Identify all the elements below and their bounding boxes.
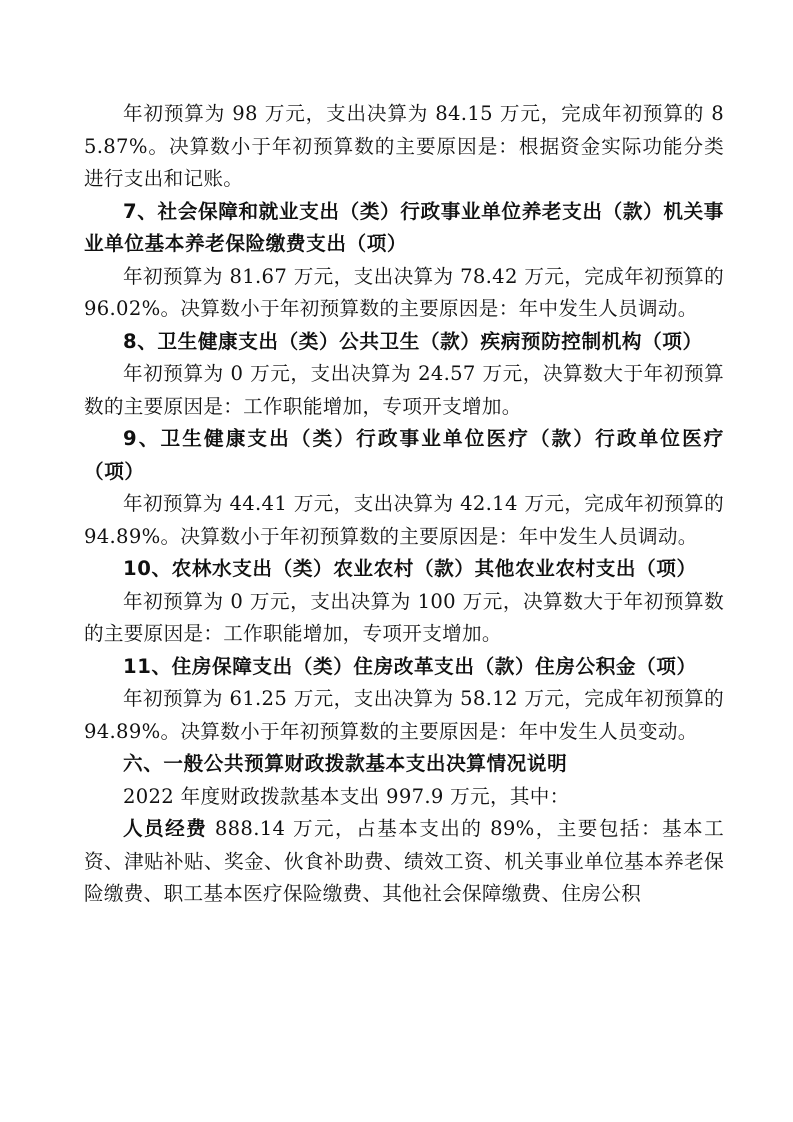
paragraph-budget-44-41: 年初预算为 44.41 万元，支出决算为 42.14 万元，完成年初预算的 94.89%。决算数小于年初预算数的主要原因是：年中发生人员调动。 <box>84 492 724 548</box>
paragraph-budget-98: 年初预算为 98 万元，支出决算为 84.15 万元，完成年初预算的 85.87%。决算数小于年初预算数的主要原因是：根据资金实际功能分类进行支出和记账。 <box>84 102 724 190</box>
paragraph-budget-0-disease-control: 年初预算为 0 万元，支出决算为 24.57 万元，决算数大于年初预算数的主要原因是：工作职能增加，专项开支增加。 <box>84 362 724 418</box>
paragraph-basic-expenditure-total: 2022 年度财政拨款基本支出 997.9 万元，其中： <box>123 784 570 808</box>
paragraph-budget-0-agriculture: 年初预算为 0 万元，支出决算为 100 万元，决算数大于年初预算数的主要原因是：工作职能增加，专项开支增加。 <box>84 589 724 645</box>
personnel-expenses-text: 888.14 万元，占基本支出的 89%，主要包括：基本工资、津贴补贴、奖金、伙食补助费、绩效工资、机关事业单位基本养老保险缴费、职工基本医疗保险缴费、其他社会保障缴费、住房公积 <box>84 817 725 905</box>
paragraph-budget-61-25: 年初预算为 61.25 万元，支出决算为 58.12 万元，完成年初预算的 94.89%。决算数小于年初预算数的主要原因是：年中发生人员变动。 <box>84 687 724 743</box>
document-body <box>84 98 724 911</box>
paragraph-budget-81-67: 年初预算为 81.67 万元，支出决算为 78.42 万元，完成年初预算的 96.02%。决算数小于年初预算数的主要原因是：年中发生人员调动。 <box>84 264 724 320</box>
heading-item-11: 11、住房保障支出（类）住房改革支出（款）住房公积金（项） <box>123 654 697 678</box>
personnel-expenses-term: 人员经费 <box>123 817 208 840</box>
heading-item-8: 8、卫生健康支出（类）公共卫生（款）疾病预防控制机构（项） <box>123 329 703 353</box>
heading-item-10: 10、农林水支出（类）农业农村（款）其他农业农村支出（项） <box>123 557 697 580</box>
heading-item-7: 7、社会保障和就业支出（类）行政事业单位养老支出（款）机关事业单位基本养老保险缴费支出（项） <box>84 199 724 255</box>
paragraph-personnel-expenses <box>84 813 724 911</box>
heading-item-9: 9、卫生健康支出（类）行政事业单位医疗（款）行政单位医疗（项） <box>84 427 724 483</box>
heading-section-6: 六、一般公共预算财政拨款基本支出决算情况说明 <box>123 752 568 775</box>
